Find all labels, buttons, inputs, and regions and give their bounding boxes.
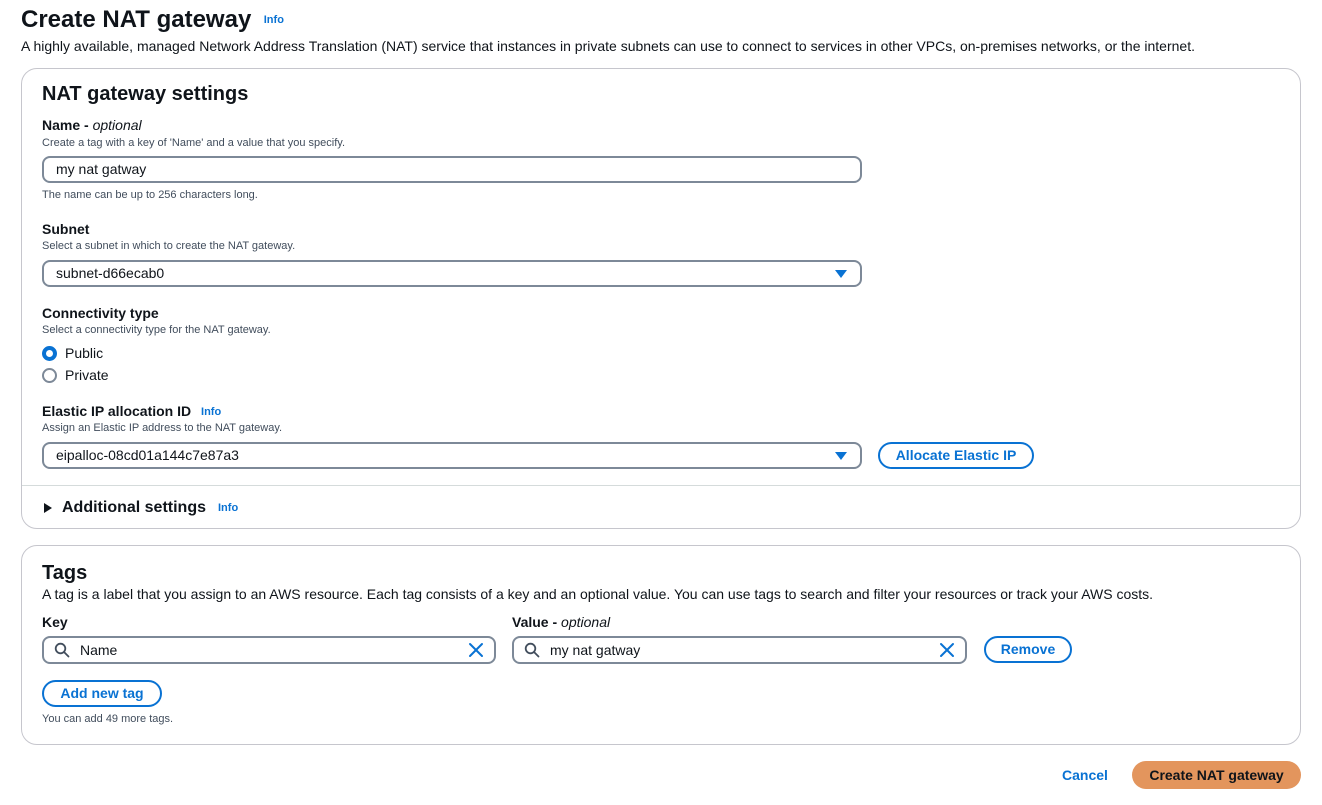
- caret-down-icon: [835, 270, 847, 278]
- connectivity-option-label: Public: [65, 345, 104, 361]
- eip-field-label: [42, 403, 221, 419]
- eip-select-value: eipalloc-08cd01a144c7e87a3: [56, 447, 239, 463]
- clear-icon[interactable]: [939, 642, 955, 658]
- name-field-description: Create a tag with a key of 'Name' and a value that you specify.: [42, 137, 345, 149]
- additional-settings-toggle[interactable]: [44, 499, 238, 517]
- additional-settings-info-link[interactable]: Info: [218, 502, 239, 514]
- create-nat-gateway-button[interactable]: Create NAT gateway: [1132, 761, 1301, 789]
- add-new-tag-button[interactable]: Add new tag: [42, 680, 162, 707]
- remove-tag-button[interactable]: Remove: [984, 636, 1072, 663]
- cancel-button[interactable]: Cancel: [1062, 767, 1108, 783]
- page-description: A highly available, managed Network Address Translation (NAT) service that instances in private subnets can use to connect to services in other VPCs, on-premises networks, or the internet.: [21, 38, 1195, 54]
- tag-key-value: Name: [80, 642, 118, 658]
- radio-unchecked-icon[interactable]: [42, 368, 57, 383]
- tag-value-optional-text: optional: [561, 614, 611, 630]
- tags-description: A tag is a label that you assign to an AWS resource. Each tag consists of a key and an optional value. You can use tags to search and filter your resources or track your AWS costs.: [42, 586, 1154, 602]
- subnet-field-label: Subnet: [42, 221, 90, 237]
- connectivity-option-private[interactable]: [42, 367, 109, 383]
- tag-key-input[interactable]: [42, 636, 496, 664]
- subnet-field-description: Select a subnet in which to create the NAT gateway.: [42, 240, 296, 252]
- subnet-select-value: subnet-d66ecab0: [56, 265, 165, 281]
- search-icon: [524, 642, 540, 658]
- additional-settings-label: Additional settings: [62, 499, 206, 516]
- tag-value-label-text: Value: [512, 614, 549, 630]
- eip-info-link[interactable]: Info: [201, 406, 222, 419]
- allocate-elastic-ip-button[interactable]: Allocate Elastic IP: [878, 442, 1034, 469]
- caret-right-icon: [44, 503, 52, 513]
- subnet-select[interactable]: [42, 260, 862, 287]
- name-optional-text: optional: [92, 117, 142, 133]
- tag-key-column-label: Key: [42, 614, 68, 630]
- settings-panel-title: NAT gateway settings: [42, 83, 249, 105]
- caret-down-icon: [835, 452, 847, 460]
- radio-checked-icon[interactable]: [42, 346, 57, 361]
- eip-field-description: Assign an Elastic IP address to the NAT gateway.: [42, 422, 283, 434]
- nat-gateway-settings-panel: [21, 68, 1301, 529]
- connectivity-field-description: Select a connectivity type for the NAT gateway.: [42, 324, 271, 336]
- connectivity-field-label: Connectivity type: [42, 305, 159, 321]
- tag-value-value: my nat gatway: [550, 642, 641, 658]
- page-title: Create NAT gateway: [21, 6, 252, 33]
- name-label-text: Name: [42, 117, 81, 133]
- eip-label-text: Elastic IP allocation ID: [42, 403, 192, 419]
- eip-select[interactable]: [42, 442, 862, 469]
- connectivity-option-label: Private: [65, 367, 109, 383]
- name-input[interactable]: my nat gatway: [42, 156, 862, 183]
- settings-divider: [22, 485, 1300, 486]
- page-info-link[interactable]: Info: [263, 14, 284, 26]
- tags-remaining-hint: You can add 49 more tags.: [42, 713, 174, 725]
- name-field-hint: The name can be up to 256 characters long.: [42, 189, 258, 201]
- search-icon: [54, 642, 70, 658]
- connectivity-option-public[interactable]: [42, 345, 103, 361]
- tag-value-input[interactable]: [512, 636, 967, 664]
- tags-panel: [21, 545, 1301, 745]
- clear-icon[interactable]: [468, 642, 484, 658]
- tag-value-column-label: Value - optional: [512, 614, 611, 630]
- page-header: [21, 6, 284, 34]
- name-field-label: Name - optional: [42, 117, 142, 133]
- tags-panel-title: Tags: [42, 562, 88, 584]
